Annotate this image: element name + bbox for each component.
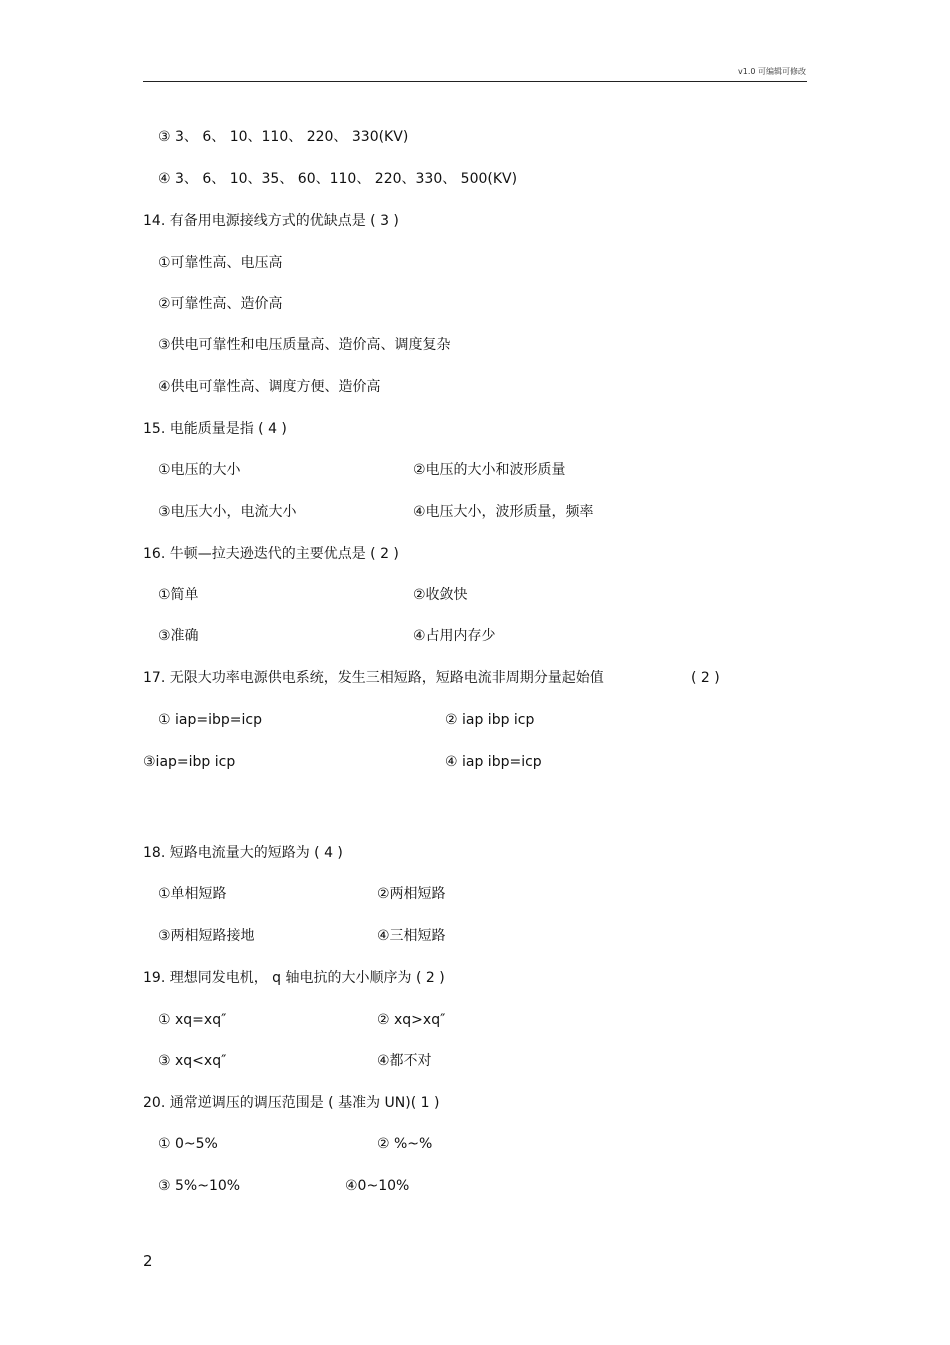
text-line: ①电压的大小 — [158, 462, 241, 478]
text-line: ① xq=xq″ — [158, 1012, 227, 1028]
text-line: ①单相短路 — [158, 886, 227, 902]
text-line: ④0~10% — [345, 1178, 410, 1194]
text-line: ②可靠性高、造价高 — [158, 296, 283, 312]
question-15: 15. 电能质量是指 ( 4 ) — [143, 421, 287, 437]
text-line: ③电压大小，电流大小 — [158, 504, 297, 520]
question-14: 14. 有备用电源接线方式的优缺点是 ( 3 ) — [143, 213, 399, 229]
text-line: ③iap=ibp icp — [143, 754, 236, 770]
text-line: ④供电可靠性高、调度方便、造价高 — [158, 379, 381, 395]
text-line: ④都不对 — [377, 1053, 432, 1069]
page-number: 2 — [143, 1252, 153, 1270]
text-line: ④ iap ibp=icp — [445, 754, 542, 770]
text-line: ④ 3、 6、 10、35、 60、110、 220、330、 500(KV) — [158, 171, 518, 187]
text-line: ③ xq<xq″ — [158, 1053, 227, 1069]
answer-17: ( 2 ) — [691, 670, 720, 686]
question-17: 17. 无限大功率电源供电系统，发生三相短路，短路电流非周期分量起始值 — [143, 670, 604, 686]
text-line: ③两相短路接地 — [158, 928, 255, 944]
text-line: ②电压的大小和波形质量 — [413, 462, 566, 478]
text-line: ③供电可靠性和电压质量高、造价高、调度复杂 — [158, 337, 451, 353]
question-19: 19. 理想同发电机， q 轴电抗的大小顺序为 ( 2 ) — [143, 970, 445, 986]
text-line: ② iap ibp icp — [445, 712, 535, 728]
text-line: ② xq>xq″ — [377, 1012, 446, 1028]
text-line: ① iap=ibp=icp — [158, 712, 262, 728]
text-line: ③ 5%~10% — [158, 1178, 241, 1194]
text-line: ③准确 — [158, 628, 199, 644]
question-16: 16. 牛顿—拉夫逊迭代的主要优点是 ( 2 ) — [143, 546, 399, 562]
question-20: 20. 通常逆调压的调压范围是 ( 基准为 UN)( 1 ) — [143, 1095, 440, 1111]
text-line: ① 0~5% — [158, 1136, 218, 1152]
text-line: ②收敛快 — [413, 587, 468, 603]
text-line: ④三相短路 — [377, 928, 446, 944]
text-line: ②两相短路 — [377, 886, 446, 902]
text-line: ①简单 — [158, 587, 199, 603]
text-line: ①可靠性高、电压高 — [158, 255, 283, 271]
text-line: ② %~% — [377, 1136, 433, 1152]
header-rule — [143, 81, 807, 82]
header-text: v1.0 可编辑可修改 — [738, 67, 806, 76]
text-line: ④占用内存少 — [413, 628, 496, 644]
question-18: 18. 短路电流量大的短路为 ( 4 ) — [143, 845, 343, 861]
text-line: ③ 3、 6、 10、110、 220、 330(KV) — [158, 129, 409, 145]
text-line: ④电压大小，波形质量，频率 — [413, 504, 594, 520]
